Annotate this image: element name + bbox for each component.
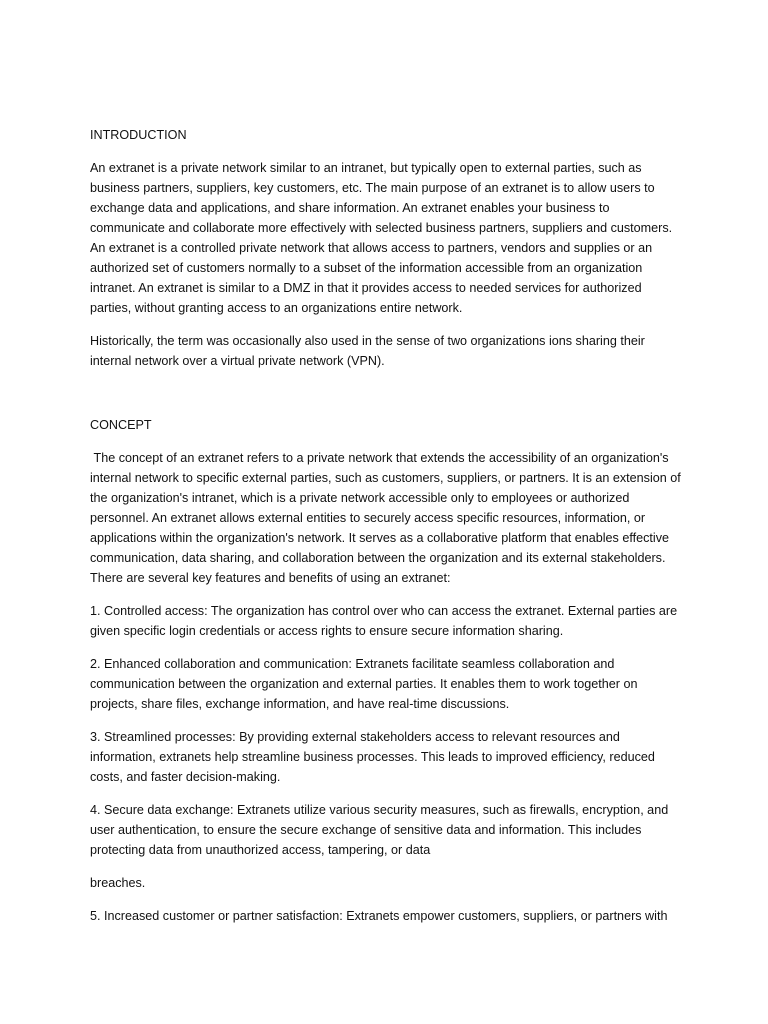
concept-list-item-1: 1. Controlled access: The organization has control over who can access the extranet. External parties are given specific login credentials or access rights to ensure secure information sharing. (90, 604, 678, 638)
concept-list-item-4-continued: breaches. (90, 876, 146, 890)
concept-list-item-4: 4. Secure data exchange: Extranets utilize various security measures, such as firewalls, encryption, and user authentication, to ensure the secure exchange of sensitive data and information. This includes protecting data from unauthorized access, tampering, or data (90, 803, 669, 857)
concept-list-item-2: 2. Enhanced collaboration and communication: Extranets facilitate seamless collaboration and communication between the organization and external parties. It enables them to work together on projects, share files, exchange information, and have real-time discussions. (90, 657, 638, 711)
introduction-paragraph-2: Historically, the term was occasionally also used in the sense of two organizations ions sharing their internal network over a virtual private network (VPN). (90, 334, 645, 368)
section-spacer (90, 384, 682, 415)
document-page (90, 125, 685, 939)
concept-list-item-3: 3. Streamlined processes: By providing external stakeholders access to relevant resources and information, extranets help streamline business processes. This leads to improved efficiency, reduced costs, and faster decision-making. (90, 730, 655, 784)
concept-list-item-5: 5. Increased customer or partner satisfaction: Extranets empower customers, suppliers, or partners with (90, 909, 668, 923)
concept-heading: CONCEPT (90, 418, 152, 432)
concept-paragraph-1: The concept of an extranet refers to a private network that extends the accessibility of an organization's internal network to specific external parties, such as customers, suppliers, or partners. It is an extension of the organization's intranet, which is a private network accessible only to employees or authorized personnel. An extranet allows external entities to securely access specific resources, information, or applications within the organization's network. It serves as a collaborative platform that enables effective communication, data sharing, and collaboration between the organization and its external stakeholders. There are several key features and benefits of using an extranet: (90, 451, 685, 585)
introduction-paragraph-1: An extranet is a private network similar to an intranet, but typically open to external parties, such as business partners, suppliers, key customers, etc. The main purpose of an extranet is to allow users to exchange data and applications, and share information. An extranet enables your business to communicate and collaborate more effectively with selected business partners, suppliers and customers. An extranet is a controlled private network that allows access to partners, vendors and supplies or an authorized set of customers normally to a subset of the information accessible from an organization intranet. An extranet is similar to a DMZ in that it provides access to needed services for authorized parties, without granting access to an organizations entire network. (90, 161, 673, 315)
introduction-heading: INTRODUCTION (90, 128, 187, 142)
